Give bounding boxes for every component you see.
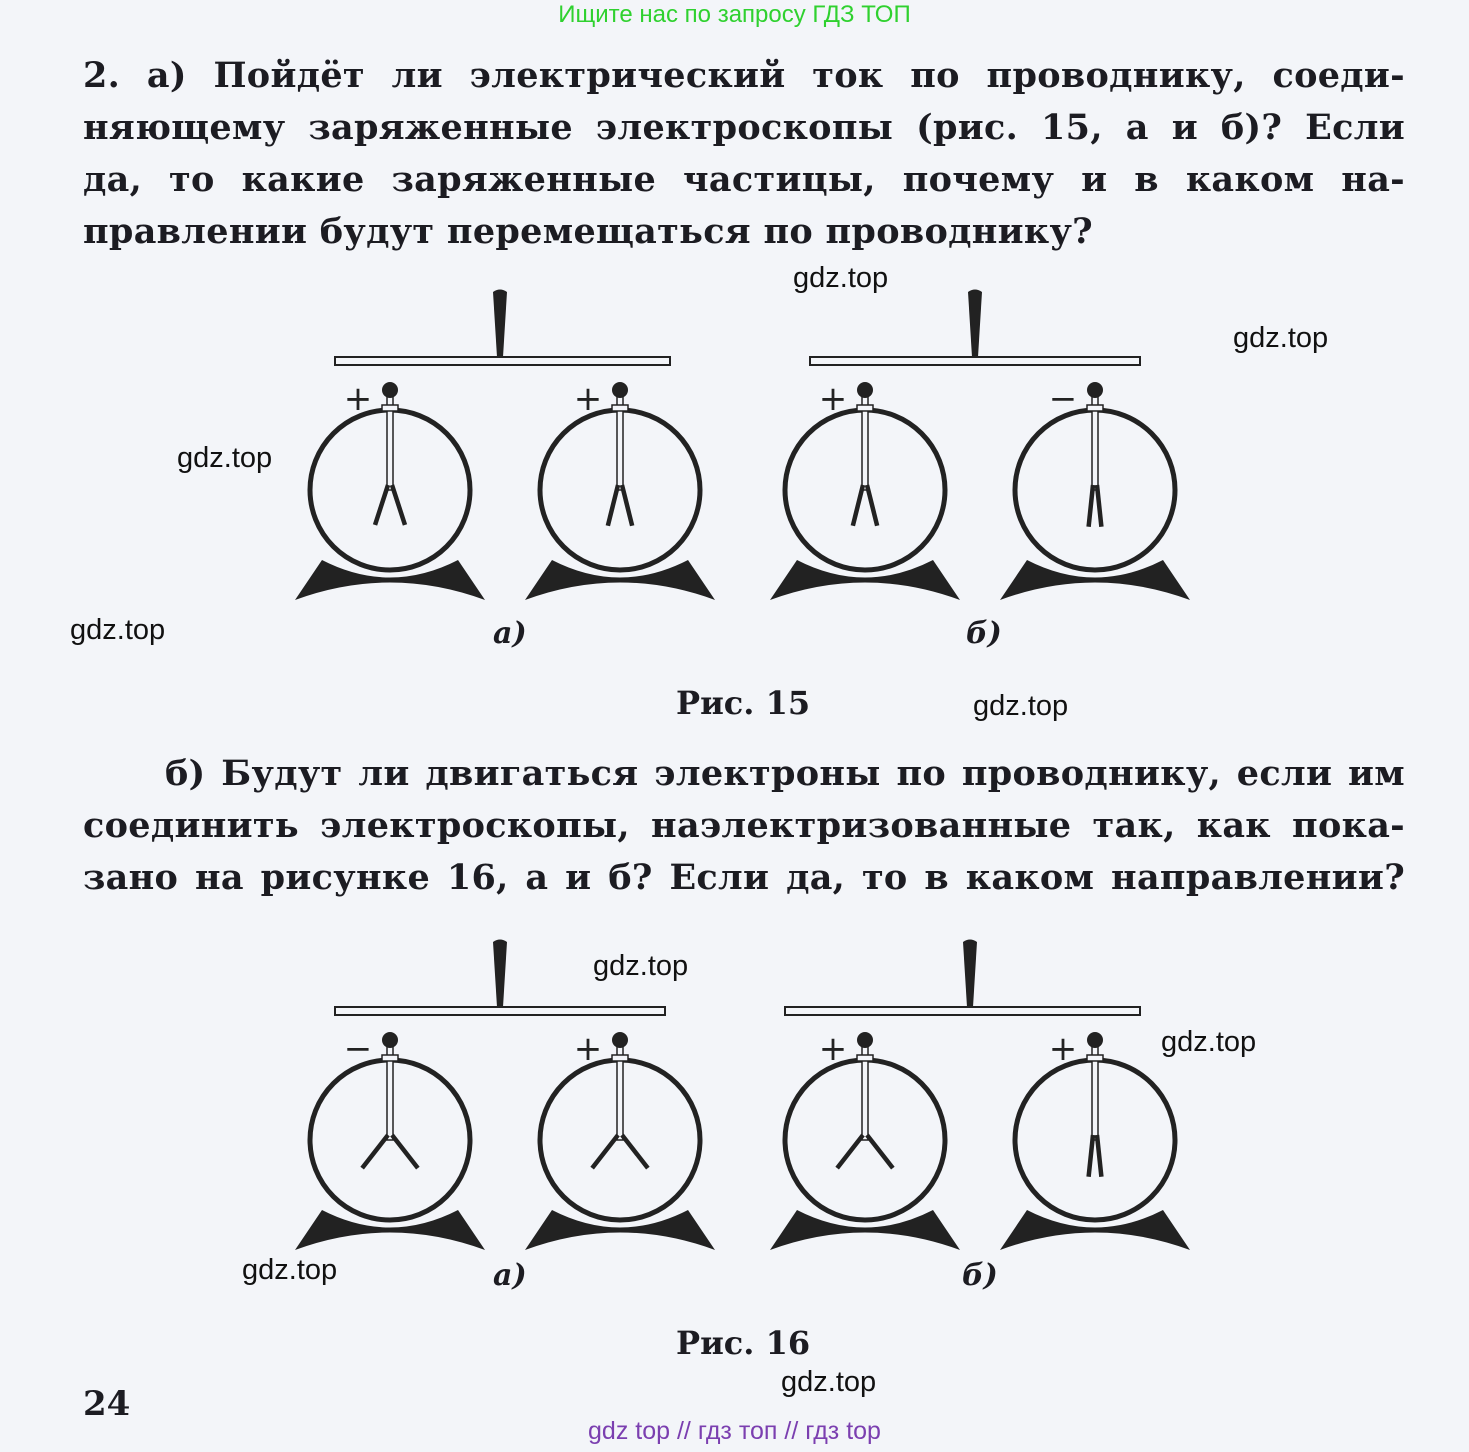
electroscope-ball bbox=[382, 1032, 398, 1048]
conductor-rod bbox=[810, 357, 1140, 365]
electroscope-ball bbox=[857, 382, 873, 398]
charge-sign: + bbox=[343, 379, 373, 419]
electroscope-ball bbox=[612, 1032, 628, 1048]
insulating-handle bbox=[493, 290, 507, 358]
watermark: gdz.top bbox=[1161, 1026, 1257, 1058]
charge-sign: + bbox=[818, 1029, 848, 1069]
charge-sign: + bbox=[573, 379, 603, 419]
fig16-caption: Рис. 16 bbox=[676, 1324, 811, 1362]
task-part-b bbox=[83, 748, 1405, 904]
text-line: соединить электроскопы, наэлектризованные так, как пока- bbox=[83, 805, 1405, 846]
electroscope-collar bbox=[382, 1055, 398, 1061]
watermark: gdz.top bbox=[793, 262, 889, 294]
text-line: б) Будут ли двигаться электроны по проводнику, если им bbox=[165, 753, 1405, 794]
electroscope-collar bbox=[612, 1055, 628, 1061]
watermark-bottom: gdz top // гдз топ // гдз top bbox=[588, 1417, 881, 1445]
text-line: зано на рисунке 16, а и б? Если да, то в каком направлении? bbox=[83, 857, 1405, 898]
watermark: gdz.top bbox=[70, 614, 166, 646]
fig15-label-a: а) bbox=[493, 616, 527, 651]
electroscope-ball bbox=[612, 382, 628, 398]
text-line: правлении будут перемещаться по проводнику? bbox=[83, 211, 1093, 252]
electroscope-collar bbox=[857, 1055, 873, 1061]
watermark: gdz.top bbox=[242, 1254, 338, 1286]
electroscope-ball bbox=[1087, 1032, 1103, 1048]
electroscope-collar bbox=[857, 405, 873, 411]
fig15-label-b: б) bbox=[966, 616, 1002, 651]
conductor-rod bbox=[335, 357, 670, 365]
electroscope-collar bbox=[1087, 1055, 1103, 1061]
watermark: gdz.top bbox=[177, 442, 273, 474]
charge-sign: + bbox=[818, 379, 848, 419]
charge-sign: + bbox=[573, 1029, 603, 1069]
fig16-label-a: а) bbox=[493, 1258, 527, 1293]
insulating-handle bbox=[968, 290, 982, 358]
insulating-handle bbox=[963, 940, 977, 1008]
fig16-label-b: б) bbox=[962, 1258, 998, 1293]
electroscope-ball bbox=[382, 382, 398, 398]
charge-sign: − bbox=[1048, 379, 1078, 419]
electroscope-collar bbox=[612, 405, 628, 411]
insulating-handle bbox=[493, 940, 507, 1008]
watermark: gdz.top bbox=[973, 690, 1069, 722]
conductor-rod bbox=[785, 1007, 1140, 1015]
text-line: няющему заряженные электроскопы (рис. 15, а и б)? Если bbox=[83, 107, 1405, 148]
charge-sign: + bbox=[1048, 1029, 1078, 1069]
electroscope-collar bbox=[1087, 405, 1103, 411]
text-line: 2. а) Пойдёт ли электрический ток по проводнику, соеди- bbox=[83, 55, 1405, 96]
watermark: gdz.top bbox=[593, 950, 689, 982]
conductor-rod bbox=[335, 1007, 665, 1015]
watermark: gdz.top bbox=[1233, 322, 1329, 354]
page-number: 24 bbox=[83, 1384, 131, 1424]
fig15-caption: Рис. 15 bbox=[676, 684, 811, 722]
charge-sign: − bbox=[343, 1029, 373, 1069]
electroscope-ball bbox=[857, 1032, 873, 1048]
watermark: gdz.top bbox=[781, 1366, 877, 1398]
electroscope-ball bbox=[1087, 382, 1103, 398]
text-line: да, то какие заряженные частицы, почему и в каком на- bbox=[83, 159, 1405, 200]
watermark-top: Ищите нас по запросу ГДЗ ТОП bbox=[558, 1, 911, 28]
electroscope-collar bbox=[382, 405, 398, 411]
